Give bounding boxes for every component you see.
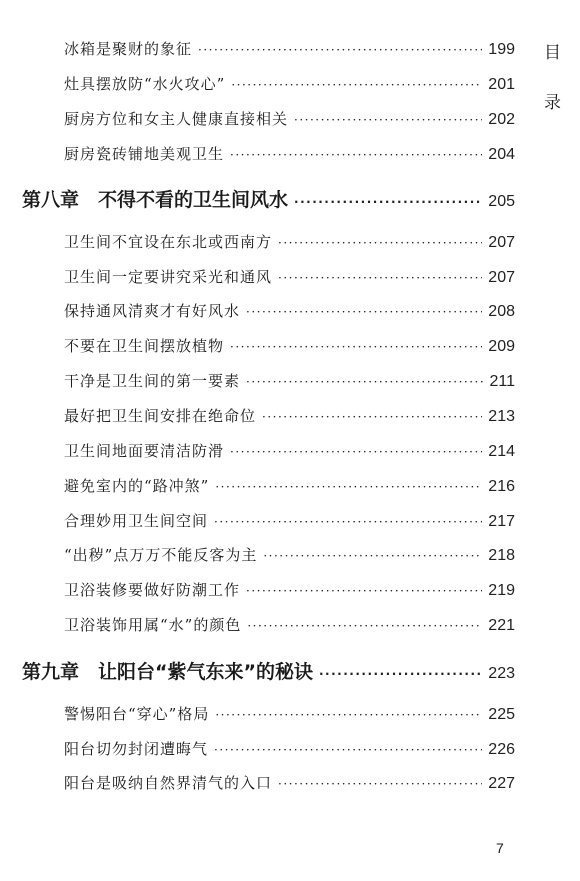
toc-entry-title: 避免室内的“路冲煞” — [64, 477, 210, 495]
toc-entry[interactable] — [64, 510, 515, 531]
page-number: 7 — [496, 840, 504, 856]
dot-leader — [215, 708, 482, 722]
toc-entry[interactable] — [64, 143, 515, 164]
toc-entry-page: 214 — [488, 443, 515, 460]
toc-entry[interactable] — [64, 38, 515, 59]
toc-entry-page: 202 — [488, 111, 515, 128]
dot-leader — [278, 777, 482, 791]
toc-entry[interactable] — [64, 300, 515, 321]
toc-entry[interactable] — [64, 614, 515, 635]
dot-leader — [278, 236, 482, 250]
side-label-char-2: 录 — [544, 93, 561, 113]
toc-entry-title: 保持通风清爽才有好风水 — [64, 302, 241, 320]
dot-leader — [294, 195, 482, 209]
toc-entry-page: 221 — [488, 617, 515, 634]
toc-entry[interactable] — [64, 772, 515, 793]
toc-entry-page: 217 — [488, 513, 515, 530]
toc-entry-page: 225 — [488, 706, 515, 723]
toc-entry-page: 208 — [488, 303, 515, 320]
toc-chapter-heading[interactable] — [22, 657, 515, 684]
toc-entry-page: 207 — [488, 234, 515, 251]
toc-entry[interactable] — [64, 370, 515, 391]
dot-leader — [198, 43, 482, 57]
toc-entry-page: 226 — [488, 741, 515, 758]
toc-entry-title: 冰箱是聚财的象征 — [64, 40, 193, 58]
dot-leader — [262, 410, 482, 424]
toc-entry-title: 卫浴装修要做好防潮工作 — [64, 581, 241, 599]
toc-entry-page: 218 — [488, 547, 515, 564]
toc-chapter-page: 223 — [488, 665, 515, 682]
toc-entry[interactable] — [64, 475, 515, 496]
toc-entry[interactable] — [64, 335, 515, 356]
dot-leader — [294, 113, 482, 127]
toc-chapter-title: 第九章 让阳台“紫气东来”的秘诀 — [22, 661, 313, 683]
toc-entry-title: 厨房瓷砖铺地美观卫生 — [64, 145, 225, 163]
toc-entry-page: 201 — [488, 76, 515, 93]
toc-entry[interactable] — [64, 703, 515, 724]
toc-entry-page: 209 — [488, 338, 515, 355]
toc-chapter-page: 205 — [488, 193, 515, 210]
dot-leader — [231, 78, 482, 92]
toc-entry-title: 警惕阳台“穿心”格局 — [64, 705, 210, 723]
toc-entry-page: 199 — [488, 41, 515, 58]
dot-leader — [246, 584, 482, 598]
toc-entry-page: 227 — [488, 775, 515, 792]
side-label-char-1: 目 — [544, 43, 561, 63]
toc-entry-title: 合理妙用卫生间空间 — [64, 512, 209, 530]
toc-entry-page: 207 — [488, 269, 515, 286]
toc-entry[interactable] — [64, 440, 515, 461]
toc-entry[interactable] — [64, 108, 515, 129]
toc-entry-title: 卫浴装饰用属“水”的颜色 — [64, 616, 242, 634]
toc-entry-title: 卫生间一定要讲究采光和通风 — [64, 268, 273, 286]
toc-entry[interactable] — [64, 266, 515, 287]
toc-entry[interactable] — [64, 544, 515, 565]
dot-leader — [230, 340, 482, 354]
toc-entry-title: 卫生间地面要清洁防滑 — [64, 442, 225, 460]
toc-entry-page: 204 — [488, 146, 515, 163]
toc-entry-title: 最好把卫生间安排在绝命位 — [64, 407, 257, 425]
dot-leader — [247, 619, 482, 633]
toc-entry-title: 阳台切勿封闭遭晦气 — [64, 740, 209, 758]
dot-leader — [246, 305, 482, 319]
dot-leader — [263, 549, 482, 563]
toc-entry-title: 灶具摆放防“水火攻心” — [64, 75, 226, 93]
toc-entry-title: 阳台是吸纳自然界清气的入口 — [64, 774, 273, 792]
dot-leader — [214, 743, 482, 757]
toc-chapter-title: 第八章 不得不看的卫生间风水 — [22, 189, 289, 211]
toc-entry[interactable] — [64, 405, 515, 426]
toc-entry-title: 卫生间不宜设在东北或西南方 — [64, 233, 273, 251]
dot-leader — [319, 667, 482, 681]
dot-leader — [230, 148, 482, 162]
dot-leader — [230, 445, 482, 459]
dot-leader — [215, 480, 482, 494]
dot-leader — [214, 515, 482, 529]
dot-leader — [278, 271, 482, 285]
toc-entry-title: 厨房方位和女主人健康直接相关 — [64, 110, 289, 128]
toc-entry[interactable] — [64, 738, 515, 759]
toc-entry-title: 干净是卫生间的第一要素 — [64, 372, 241, 390]
toc-entry[interactable] — [64, 579, 515, 600]
toc-entry-title: 不要在卫生间摆放植物 — [64, 337, 225, 355]
toc-entry-page: 216 — [488, 478, 515, 495]
toc-entry-page: 211 — [489, 373, 515, 390]
toc-entry-title: “出秽”点万万不能反客为主 — [64, 546, 258, 564]
toc-entry-page: 213 — [488, 408, 515, 425]
toc-entry-page: 219 — [488, 582, 515, 599]
toc-entry[interactable] — [64, 73, 515, 94]
toc-chapter-heading[interactable] — [22, 185, 515, 212]
toc-entry[interactable] — [64, 231, 515, 252]
dot-leader — [246, 375, 483, 389]
